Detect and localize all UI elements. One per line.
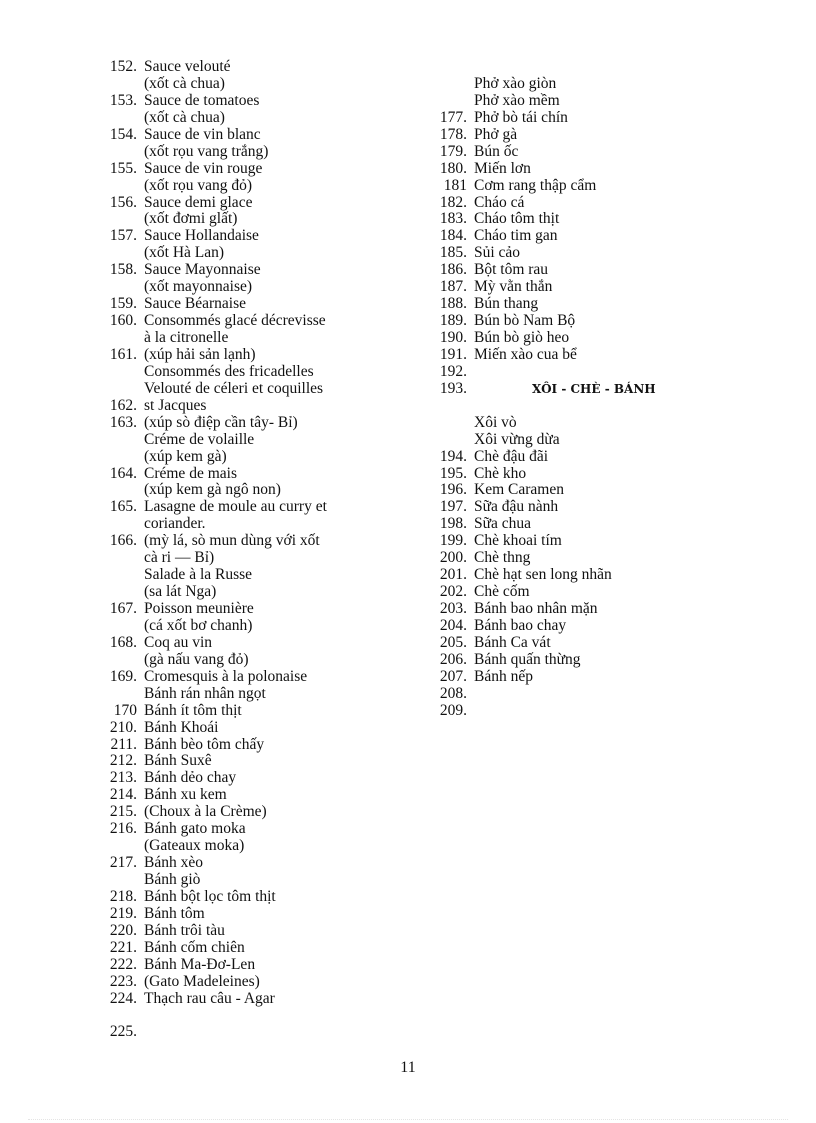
- menu-item: [425, 347, 725, 364]
- item-text: Bún thang: [474, 295, 539, 313]
- item-text: (gà nấu vang đỏ): [144, 650, 249, 668]
- item-number: 196.: [439, 481, 467, 499]
- item-text: Bánh rán nhân ngọt: [144, 684, 266, 702]
- item-number: [95, 516, 137, 533]
- item-text: Bánh giò: [144, 871, 201, 888]
- menu-item: [95, 923, 395, 940]
- menu-item: [95, 398, 395, 415]
- item-number: 225.: [109, 1023, 137, 1041]
- item-text: Sữa đậu nành: [474, 498, 559, 516]
- menu-item: [95, 1024, 395, 1041]
- item-number: 224.: [109, 989, 137, 1007]
- menu-item: [425, 279, 725, 296]
- menu-item: [425, 499, 725, 516]
- menu-item: [95, 753, 395, 770]
- item-text: Bánh nếp: [474, 667, 533, 685]
- menu-item: [95, 466, 395, 483]
- menu-item: [95, 144, 395, 161]
- item-number: [425, 415, 467, 432]
- menu-item: [425, 652, 725, 669]
- menu-item: [95, 279, 395, 296]
- menu-item: [95, 127, 395, 144]
- item-text: (xốt đơmi glất): [144, 210, 238, 228]
- item-text: Bánh trôi tàu: [144, 921, 225, 939]
- item-number: 215.: [109, 803, 137, 821]
- item-text: Sữa chua: [474, 515, 532, 533]
- item-text: Bún bò Nam Bộ: [474, 312, 576, 330]
- menu-item: [95, 974, 395, 991]
- menu-item: [95, 499, 395, 516]
- item-number: [95, 76, 137, 93]
- item-text: Chè hạt sen long nhãn: [474, 566, 612, 584]
- menu-item: [95, 296, 395, 313]
- item-text: Créme de mais: [144, 464, 237, 482]
- item-number: 186.: [439, 261, 467, 279]
- item-text: (mỳ lá, sò mun dùng với xốt: [144, 532, 320, 550]
- item-number: 219.: [109, 904, 137, 922]
- item-text: (Choux à la Crème): [144, 803, 267, 821]
- item-text: Créme de volaille: [144, 430, 255, 448]
- item-text: Cơm rang thập cẩm: [474, 176, 597, 194]
- item-number: [425, 59, 467, 76]
- item-number: [95, 364, 137, 381]
- menu-item: [95, 652, 395, 669]
- item-number: [95, 567, 137, 584]
- item-number: 222.: [109, 955, 137, 973]
- item-text: (xúp sò điệp cần tây- Bỉ): [144, 413, 298, 431]
- item-number: 183.: [439, 210, 467, 228]
- menu-item: [95, 940, 395, 957]
- item-text: Bánh tôm: [144, 904, 205, 922]
- item-text: Bánh xu kem: [144, 786, 227, 804]
- item-text: [137, 1024, 144, 1041]
- page-bottom-rule: [28, 1119, 788, 1120]
- item-text: Cháo tim gan: [474, 227, 558, 245]
- menu-item: [95, 161, 395, 178]
- item-text: Chè cốm: [474, 583, 530, 601]
- item-number: 206.: [439, 650, 467, 668]
- item-text: coriander.: [144, 515, 206, 533]
- item-text: (xúp kem gà ngô non): [144, 481, 281, 499]
- item-text: Miến xào cua bể: [474, 345, 577, 363]
- item-text: Bánh Khoái: [144, 718, 219, 736]
- item-number: 207.: [439, 667, 467, 685]
- item-number: 188.: [439, 295, 467, 313]
- item-text: cà ri — Bỉ): [144, 549, 215, 567]
- item-number: 170: [113, 701, 137, 719]
- item-text: Chè đậu đãi: [474, 447, 549, 465]
- item-number: 153.: [109, 91, 137, 109]
- menu-item: [95, 262, 395, 279]
- item-text: (xốt rọu vang đỏ): [144, 176, 253, 194]
- menu-item: [95, 533, 395, 550]
- item-text: Bánh Ca vát: [474, 633, 551, 651]
- menu-item: [425, 161, 725, 178]
- menu-item: [425, 59, 725, 76]
- menu-item: [95, 601, 395, 618]
- menu-item: [95, 211, 395, 228]
- item-text: Mỳ vằn thắn: [474, 278, 553, 296]
- item-number: [95, 245, 137, 262]
- item-number: 180.: [439, 159, 467, 177]
- item-number: 158.: [109, 261, 137, 279]
- item-text: Cháo cá: [474, 193, 525, 211]
- item-number: 190.: [439, 329, 467, 346]
- item-number: 204.: [439, 616, 467, 634]
- item-text: Phở xào giòn: [474, 74, 557, 92]
- menu-item: [425, 567, 725, 584]
- item-text: Bánh bao nhân mặn: [474, 600, 598, 617]
- item-number: 179.: [439, 142, 467, 160]
- item-number: 198.: [439, 515, 467, 533]
- item-text: Lasagne de moule au curry et: [144, 498, 327, 516]
- item-number: [425, 432, 467, 449]
- menu-item: [95, 364, 395, 381]
- menu-item: [425, 635, 725, 652]
- item-number: 164.: [109, 464, 137, 482]
- item-number: 209.: [439, 701, 467, 719]
- item-text: [137, 1008, 144, 1025]
- item-text: (sa lát Nga): [144, 583, 217, 601]
- item-text: Chè khoai tím: [474, 532, 562, 550]
- item-text: Xôi vừng dừa: [474, 430, 560, 448]
- item-text: Bún bò giò heo: [474, 329, 570, 346]
- item-text: Sauce de vin rouge: [144, 159, 263, 177]
- item-number: 223.: [109, 972, 137, 990]
- item-number: 157.: [109, 227, 137, 245]
- item-number: 184.: [439, 227, 467, 245]
- item-text: Thạch rau câu - Agar: [144, 989, 275, 1007]
- item-number: 160.: [109, 312, 137, 330]
- item-text: Cromesquis à la polonaise: [144, 667, 308, 685]
- item-text: [467, 59, 474, 76]
- menu-item: [95, 178, 395, 195]
- menu-item: [425, 703, 725, 720]
- item-text: Chè thng: [474, 549, 531, 567]
- item-number: [95, 686, 137, 703]
- item-number: 185.: [439, 244, 467, 262]
- item-number: 202.: [439, 583, 467, 601]
- item-number: 168.: [109, 633, 137, 651]
- item-number: 191.: [439, 345, 467, 363]
- item-text: Sủi cảo: [474, 244, 521, 262]
- item-number: 163.: [109, 413, 137, 431]
- item-number: 192.: [439, 362, 467, 380]
- menu-item: [425, 516, 725, 533]
- menu-item: [425, 330, 725, 347]
- item-number: [425, 398, 467, 415]
- item-number: 221.: [109, 938, 137, 956]
- menu-item: [95, 618, 395, 635]
- menu-item: [425, 533, 725, 550]
- item-text: Bánh dẻo chay: [144, 769, 237, 787]
- item-text: Phở xào mềm: [474, 91, 560, 109]
- menu-item: [95, 195, 395, 212]
- menu-item: [425, 415, 725, 432]
- item-number: 161.: [109, 345, 137, 363]
- menu-item: [425, 669, 725, 686]
- item-text: Bánh xèo: [144, 854, 203, 872]
- menu-item: [95, 584, 395, 601]
- menu-item: [95, 347, 395, 364]
- item-number: 208.: [439, 684, 467, 702]
- item-text: (xốt Hà Lan): [144, 244, 225, 262]
- page-number: 11: [400, 1059, 416, 1076]
- item-number: 159.: [109, 295, 137, 313]
- menu-item: [425, 211, 725, 228]
- item-text: (xốt cà chua): [144, 108, 225, 126]
- menu-item: [95, 872, 395, 889]
- item-number: [95, 381, 137, 398]
- item-text: Xôi vò: [474, 413, 517, 431]
- menu-item: [95, 449, 395, 466]
- menu-item: [425, 584, 725, 601]
- item-number: 181: [443, 176, 467, 194]
- menu-item: [95, 110, 395, 127]
- item-number: 193.: [439, 379, 467, 397]
- menu-item: [425, 245, 725, 262]
- item-text: (Gateaux moka): [144, 837, 245, 855]
- menu-item: [95, 313, 395, 330]
- item-text: Bún ốc: [474, 142, 519, 160]
- menu-item: [95, 432, 395, 449]
- menu-item: [95, 787, 395, 804]
- item-number: 162.: [109, 396, 137, 414]
- item-number: 194.: [439, 447, 467, 465]
- item-number: [95, 1008, 137, 1025]
- item-number: 169.: [109, 667, 137, 685]
- item-number: 187.: [439, 278, 467, 296]
- item-number: 167.: [109, 600, 137, 617]
- menu-item: [425, 178, 725, 195]
- item-number: 205.: [439, 633, 467, 651]
- menu-item: [95, 889, 395, 906]
- item-number: 156.: [109, 193, 137, 211]
- menu-item: [95, 550, 395, 567]
- item-text: (xúp kem gà): [144, 447, 227, 465]
- menu-item: [95, 635, 395, 652]
- item-text: Poisson meunière: [144, 600, 254, 617]
- item-number: 217.: [109, 854, 137, 872]
- menu-item: [425, 144, 725, 161]
- item-text: Sauce de vin blanc: [144, 125, 261, 143]
- item-text: [467, 703, 474, 720]
- menu-item: [425, 432, 725, 449]
- item-text: (xúp hải sản lạnh): [144, 345, 256, 363]
- item-number: 214.: [109, 786, 137, 804]
- item-text: [467, 686, 474, 703]
- menu-item: [425, 127, 725, 144]
- menu-item: [425, 93, 725, 110]
- menu-item: [425, 686, 725, 703]
- item-number: 195.: [439, 464, 467, 482]
- menu-item: [425, 313, 725, 330]
- menu-item: [95, 228, 395, 245]
- item-number: 152.: [109, 58, 137, 75]
- item-text: Bánh quấn thừng: [474, 650, 581, 668]
- item-text: Chè kho: [474, 464, 527, 482]
- menu-item: [95, 720, 395, 737]
- item-text: Sauce Hollandaise: [144, 227, 259, 245]
- item-text: Consommés glacé décrevisse: [144, 312, 326, 330]
- section-heading-text: XÔI - CHÈ - BÁNH: [532, 381, 656, 396]
- menu-item: [95, 906, 395, 923]
- item-number: 200.: [439, 549, 467, 567]
- item-number: 199.: [439, 532, 467, 550]
- menu-item: [425, 601, 725, 618]
- item-number: 216.: [109, 820, 137, 838]
- item-number: [95, 178, 137, 195]
- menu-item: [95, 415, 395, 432]
- item-number: 201.: [439, 566, 467, 584]
- menu-item: [425, 482, 725, 499]
- menu-item: [425, 618, 725, 635]
- item-text: Sauce Mayonnaise: [144, 261, 261, 279]
- menu-item: [95, 330, 395, 347]
- item-text: Bánh cốm chiên: [144, 938, 245, 956]
- item-text: Bánh bèo tôm chấy: [144, 735, 265, 753]
- menu-item: [425, 466, 725, 483]
- item-text: Bánh Suxê: [144, 752, 212, 770]
- menu-item: [95, 93, 395, 110]
- item-number: [95, 482, 137, 499]
- menu-item: [95, 245, 395, 262]
- item-text: Sauce velouté: [144, 58, 231, 75]
- menu-item: [95, 686, 395, 703]
- item-text: Phở bò tái chín: [474, 108, 568, 126]
- menu-item: [425, 262, 725, 279]
- item-number: [95, 872, 137, 889]
- item-number: [425, 93, 467, 110]
- menu-item: [95, 737, 395, 754]
- item-number: [95, 211, 137, 228]
- menu-item: [95, 804, 395, 821]
- item-text: (xốt rọu vang trắng): [144, 142, 269, 160]
- item-text: Bánh gato moka: [144, 820, 246, 838]
- menu-item: [95, 957, 395, 974]
- item-text: Bánh ít tôm thịt: [144, 701, 242, 719]
- item-text: Bột tôm rau: [474, 261, 549, 279]
- item-number: 165.: [109, 498, 137, 516]
- menu-item: [95, 855, 395, 872]
- item-number: 155.: [109, 159, 137, 177]
- item-number: 212.: [109, 752, 137, 770]
- menu-item: [95, 770, 395, 787]
- item-number: [95, 449, 137, 466]
- menu-item: [425, 550, 725, 567]
- menu-item: [95, 381, 395, 398]
- menu-item: [425, 76, 725, 93]
- item-text: Kem Caramen: [474, 481, 564, 499]
- menu-item: [425, 110, 725, 127]
- menu-item: [425, 449, 725, 466]
- menu-item: [425, 364, 725, 381]
- item-number: [95, 584, 137, 601]
- menu-item: [95, 567, 395, 584]
- item-text: Cháo tôm thịt: [474, 210, 560, 228]
- item-text: Sauce de tomatoes: [144, 91, 260, 109]
- item-number: 218.: [109, 887, 137, 905]
- item-text: (cá xốt bơ chanh): [144, 616, 253, 634]
- item-text: Sauce Béarnaise: [144, 295, 246, 313]
- menu-item: [95, 838, 395, 855]
- item-number: [95, 110, 137, 127]
- item-text: [467, 364, 474, 381]
- item-text: Coq au vin: [144, 633, 213, 651]
- item-number: 189.: [439, 312, 467, 330]
- item-number: [95, 330, 137, 347]
- menu-item: [95, 703, 395, 720]
- item-number: [95, 652, 137, 669]
- item-text: st Jacques: [144, 396, 207, 414]
- menu-item: [95, 669, 395, 686]
- menu-item: [425, 228, 725, 245]
- item-number: 213.: [109, 769, 137, 787]
- item-text: Phở gà: [474, 125, 518, 143]
- menu-item: [95, 482, 395, 499]
- item-text: (xốt cà chua): [144, 74, 225, 92]
- menu-item: [95, 991, 395, 1008]
- item-number: 220.: [109, 921, 137, 939]
- item-text: Sauce demi glace: [144, 193, 253, 211]
- menu-item: [95, 59, 395, 76]
- item-number: 166.: [109, 532, 137, 550]
- item-text: Velouté de céleri et coquilles: [144, 379, 324, 397]
- menu-item: [95, 76, 395, 93]
- right-column: [425, 59, 725, 720]
- item-number: [95, 550, 137, 567]
- menu-item: [95, 1008, 395, 1025]
- section-heading: [425, 381, 725, 398]
- item-number: [95, 618, 137, 635]
- item-number: 210.: [109, 718, 137, 736]
- menu-item: [425, 398, 725, 415]
- item-text: Bánh bao chay: [474, 616, 567, 634]
- menu-item: [95, 516, 395, 533]
- left-column: [95, 59, 395, 1041]
- item-text: Consommés des fricadelles: [144, 362, 314, 380]
- menu-item: [425, 195, 725, 212]
- menu-item: [425, 296, 725, 313]
- menu-item: [95, 821, 395, 838]
- item-number: 154.: [109, 125, 137, 143]
- item-number: 203.: [439, 600, 467, 617]
- item-text: [467, 398, 474, 415]
- item-text: Bánh Ma-Đơ-Len: [144, 955, 256, 973]
- item-text: Salade à la Russe: [144, 566, 253, 584]
- item-number: 197.: [439, 498, 467, 516]
- item-number: 178.: [439, 125, 467, 143]
- item-number: [95, 432, 137, 449]
- item-text: Bánh bột lọc tôm thịt: [144, 887, 276, 905]
- item-text: Miến lơn: [474, 159, 531, 177]
- item-number: [95, 144, 137, 161]
- item-number: 177.: [439, 108, 467, 126]
- item-text: à la citronelle: [144, 329, 229, 346]
- item-number: [95, 279, 137, 296]
- item-number: [95, 838, 137, 855]
- item-text: (Gato Madeleines): [144, 972, 260, 990]
- item-text: (xốt mayonnaise): [144, 278, 253, 296]
- item-number: 211.: [110, 735, 137, 753]
- item-number: [425, 76, 467, 93]
- item-number: 182.: [439, 193, 467, 211]
